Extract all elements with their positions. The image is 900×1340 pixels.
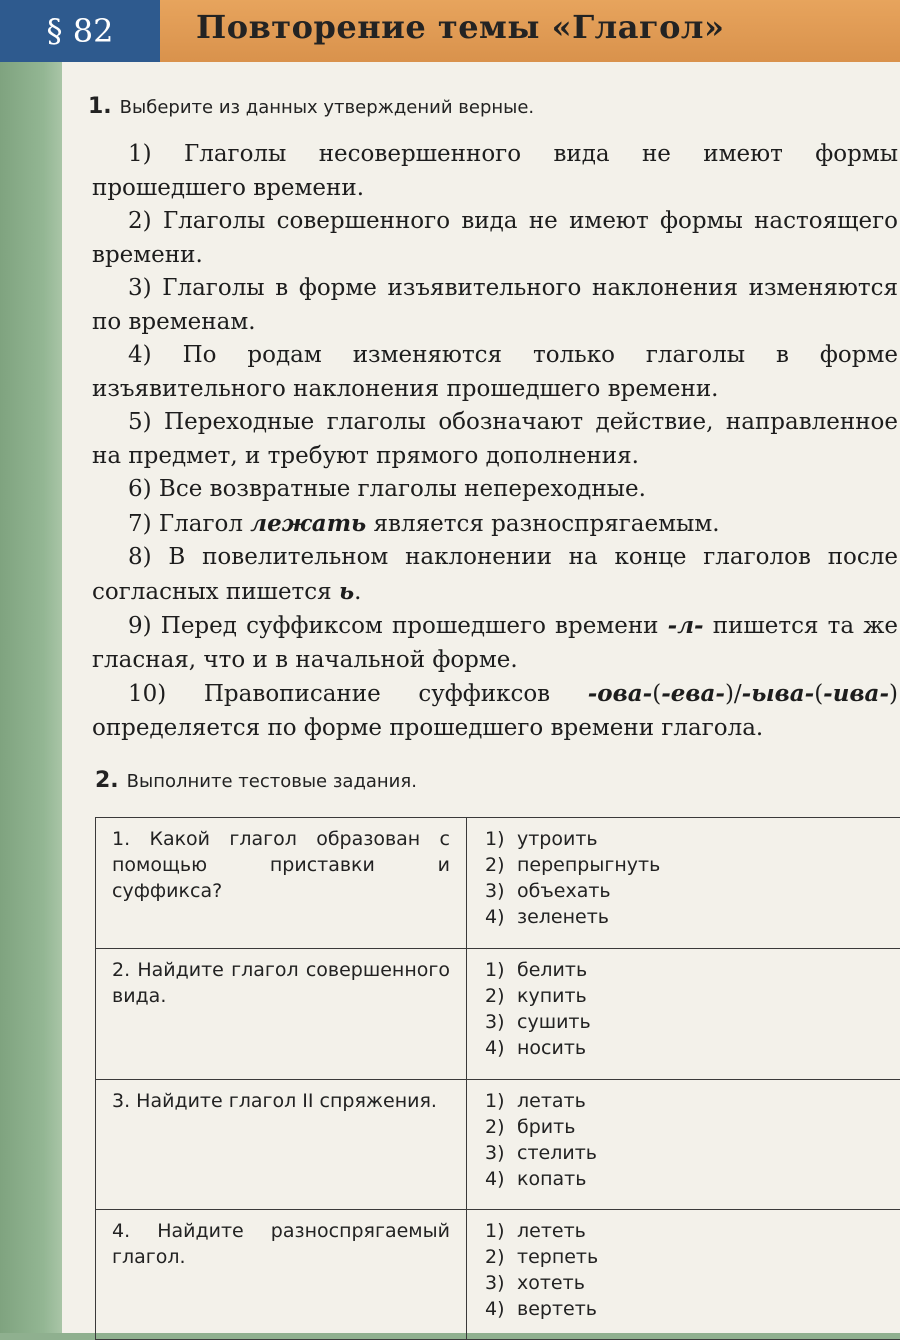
answer-option-number: 3): [485, 1140, 517, 1166]
task-2-number: 2.: [95, 768, 119, 793]
statement-number: 4): [128, 342, 183, 368]
statement-text: По родам изменяются только глаголы в форме изъявительного наклонения прошедшего времени.: [92, 342, 898, 402]
test-table: [95, 817, 900, 1340]
statement-number: 6): [128, 476, 159, 502]
statement-text: (: [814, 681, 823, 707]
statement-item: [92, 406, 898, 473]
answer-option-text: копать: [517, 1168, 586, 1190]
answer-option-number: 3): [485, 1009, 517, 1035]
answer-option-text: носить: [517, 1037, 586, 1059]
test-row: [96, 949, 900, 1080]
statement-item: [92, 138, 898, 205]
answer-option-number: 2): [485, 1114, 517, 1140]
statement-italic-term: -л-: [668, 612, 704, 639]
test-question: 4. Найдите разноспрягаемый глагол.: [96, 1210, 467, 1340]
test-row: [96, 818, 900, 949]
answer-option-number: 4): [485, 1035, 517, 1061]
answer-option: [485, 957, 888, 983]
answer-option-text: белить: [517, 959, 587, 981]
answer-option-text: летать: [517, 1090, 586, 1112]
statement-number: 3): [128, 275, 162, 301]
statement-italic-term: лежать: [250, 510, 366, 537]
test-row: [96, 1210, 900, 1340]
task-1-heading: [88, 94, 534, 119]
statement-item: [92, 473, 898, 507]
statement-list: [92, 138, 898, 745]
page-title: Повторение темы «Глагол»: [196, 8, 724, 46]
answer-option: [485, 904, 888, 930]
left-color-band: [0, 60, 62, 1333]
answer-option-text: брить: [517, 1116, 575, 1138]
statement-item: [92, 609, 898, 677]
statement-text: Глаголы совершенного вида не имеют формы настоящего времени.: [92, 208, 898, 268]
statement-italic-term: ь: [339, 578, 354, 605]
statement-italic-term: -ыва-: [742, 680, 815, 707]
section-number: § 82: [0, 0, 160, 62]
statement-text: Все возвратные глаголы непереходные.: [159, 476, 646, 502]
test-options: [467, 1210, 900, 1340]
answer-option-text: хотеть: [517, 1272, 585, 1294]
answer-option-number: 4): [485, 1166, 517, 1192]
statement-number: 8): [128, 544, 168, 570]
answer-option-text: купить: [517, 985, 587, 1007]
statement-text: Глаголы в форме изъявительного наклонения изменяются по временам.: [92, 275, 898, 335]
answer-option-number: 2): [485, 852, 517, 878]
answer-option-text: лететь: [517, 1220, 586, 1242]
answer-option: [485, 878, 888, 904]
statement-italic-term: -ива-: [823, 680, 889, 707]
answer-option-number: 3): [485, 1270, 517, 1296]
statement-number: 7): [128, 511, 159, 537]
statement-number: 9): [128, 613, 161, 639]
answer-option: [485, 983, 888, 1009]
statement-number: 1): [128, 141, 184, 167]
statement-text: )/: [725, 681, 742, 707]
statement-text: Глаголы несовершенного вида не имеют формы прошедшего времени.: [92, 141, 898, 201]
answer-option-text: объехать: [517, 880, 611, 902]
answer-option-number: 2): [485, 983, 517, 1009]
answer-option: [485, 1166, 888, 1192]
answer-option: [485, 852, 888, 878]
answer-option-number: 3): [485, 878, 517, 904]
answer-option-number: 1): [485, 957, 517, 983]
statement-item: [92, 507, 898, 542]
answer-option: [485, 1218, 888, 1244]
test-row: [96, 1080, 900, 1210]
answer-option: [485, 1088, 888, 1114]
statement-item: [92, 677, 898, 745]
test-options: [467, 1080, 900, 1210]
answer-option-number: 2): [485, 1244, 517, 1270]
statement-text: В повелительном наклонении на конце глаголов после согласных пишется: [92, 544, 898, 605]
statement-number: 10): [128, 681, 204, 707]
statement-number: 2): [128, 208, 163, 234]
statement-text: Глагол: [159, 511, 250, 537]
task-2-heading: [95, 768, 417, 793]
statement-italic-term: -ева-: [661, 680, 725, 707]
answer-option: [485, 1035, 888, 1061]
answer-option: [485, 1296, 888, 1322]
statement-text: ) определяется по форме прошедшего времени глагола.: [92, 681, 898, 741]
answer-option-number: 1): [485, 826, 517, 852]
test-options: [467, 818, 900, 949]
answer-option: [485, 1270, 888, 1296]
statement-text: Переходные глаголы обозначают действие, направленное на предмет, и требуют прямого дополнения.: [92, 409, 898, 469]
statement-item: [92, 272, 898, 339]
answer-option-text: сушить: [517, 1011, 591, 1033]
task-2-instruction: Выполните тестовые задания.: [127, 771, 417, 792]
statement-item: [92, 339, 898, 406]
answer-option-text: утроить: [517, 828, 598, 850]
test-question: 2. Найдите глагол совершенного вида.: [96, 949, 467, 1080]
statement-text: Перед суффиксом прошедшего времени: [161, 613, 668, 639]
task-1-instruction: Выберите из данных утверждений верные.: [120, 97, 534, 118]
statement-italic-term: -ова-: [588, 680, 652, 707]
answer-option-text: зеленеть: [517, 906, 609, 928]
answer-option-text: вертеть: [517, 1298, 597, 1320]
task-1-number: 1.: [88, 94, 112, 119]
answer-option: [485, 826, 888, 852]
answer-option-text: терпеть: [517, 1246, 598, 1268]
statement-text: (: [652, 681, 661, 707]
statement-item: [92, 541, 898, 609]
page-header: [0, 0, 900, 62]
answer-option-number: 4): [485, 1296, 517, 1322]
answer-option-number: 1): [485, 1088, 517, 1114]
answer-option-number: 4): [485, 904, 517, 930]
statement-text: пишется та же гласная, что и в начальной форме.: [92, 613, 898, 673]
test-question: 3. Найдите глагол II спряжения.: [96, 1080, 467, 1210]
test-question: 1. Какой глагол образован с помощью приставки и суффикса?: [96, 818, 467, 949]
statement-text: .: [354, 579, 361, 605]
answer-option: [485, 1244, 888, 1270]
answer-option-number: 1): [485, 1218, 517, 1244]
answer-option: [485, 1009, 888, 1035]
statement-item: [92, 205, 898, 272]
answer-option: [485, 1114, 888, 1140]
answer-option-text: стелить: [517, 1142, 597, 1164]
statement-text: Правописание суффиксов: [204, 681, 588, 707]
statement-number: 5): [128, 409, 164, 435]
answer-option: [485, 1140, 888, 1166]
test-options: [467, 949, 900, 1080]
statement-text: является разноспрягаемым.: [366, 511, 719, 537]
answer-option-text: перепрыгнуть: [517, 854, 660, 876]
